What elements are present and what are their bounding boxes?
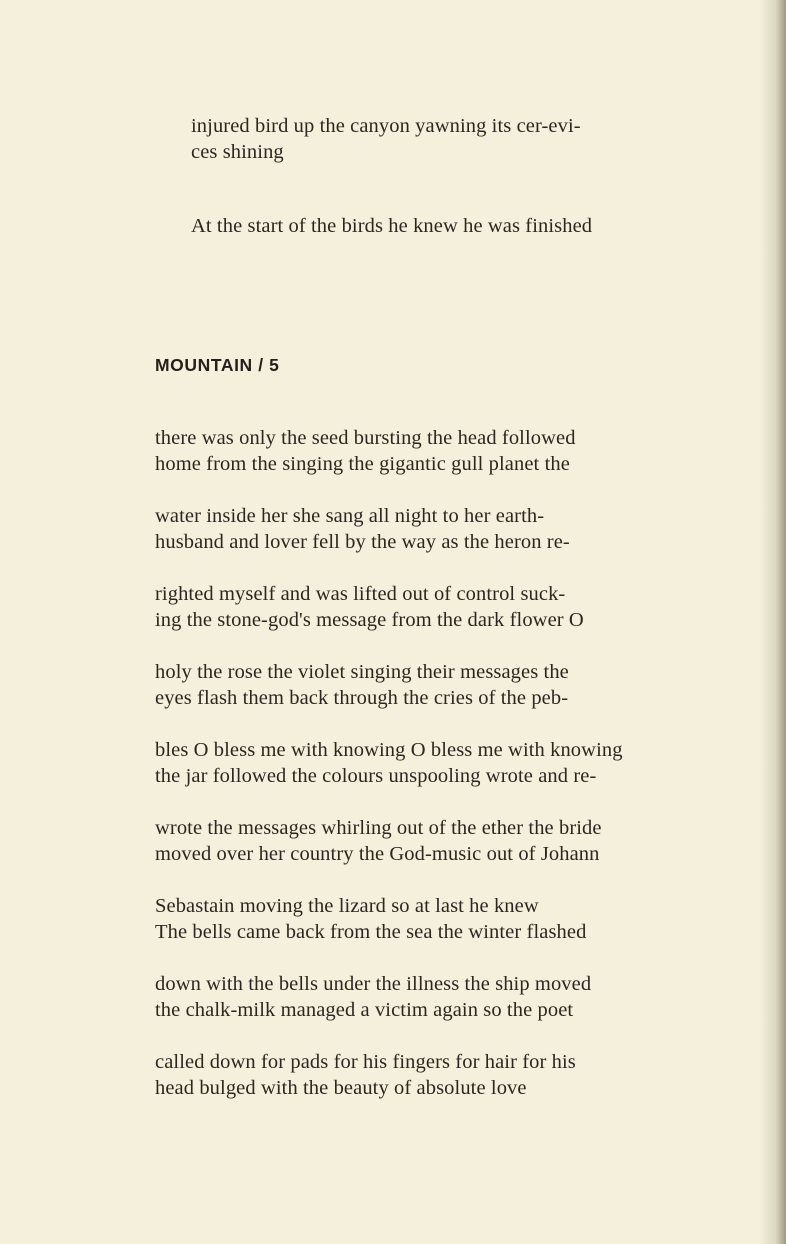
poem-line: home from the singing the gigantic gull planet the bbox=[155, 453, 570, 475]
poem-line: called down for pads for his fingers for hair for his bbox=[155, 1051, 576, 1073]
poem-line: the chalk-milk managed a victim again so the poet bbox=[155, 999, 574, 1021]
poem-line: injured bird up the canyon yawning its cer-evi- bbox=[191, 115, 581, 137]
poem-line: head bulged with the beauty of absolute love bbox=[155, 1077, 527, 1099]
poem-line: water inside her she sang all night to her earth- bbox=[155, 505, 545, 527]
poem-line: moved over her country the God-music out of Johann bbox=[155, 843, 600, 865]
poem-line: wrote the messages whirling out of the ether the bride bbox=[155, 817, 602, 839]
poem-line: down with the bells under the illness the ship moved bbox=[155, 973, 592, 995]
poem-line: ces shining bbox=[191, 141, 284, 163]
poem-line: At the start of the birds he knew he was finished bbox=[191, 215, 593, 237]
poem-line: ing the stone-god's message from the dark flower O bbox=[155, 609, 584, 631]
poem-line: there was only the seed bursting the head followed bbox=[155, 427, 576, 449]
poem-line: eyes flash them back through the cries of the peb- bbox=[155, 687, 569, 709]
section-heading: MOUNTAIN / 5 bbox=[155, 355, 280, 375]
poem-line: holy the rose the violet singing their messages the bbox=[155, 661, 569, 683]
poem-line: Sebastain moving the lizard so at last he knew bbox=[155, 895, 539, 917]
poem-line: the jar followed the colours unspooling wrote and re- bbox=[155, 765, 597, 787]
page-binding-shadow bbox=[760, 0, 786, 1244]
poem-line: The bells came back from the sea the winter flashed bbox=[155, 921, 587, 943]
poem-line: husband and lover fell by the way as the heron re- bbox=[155, 531, 570, 553]
poem-line: bles O bless me with knowing O bless me with knowing bbox=[155, 739, 623, 761]
poem-line: righted myself and was lifted out of control suck- bbox=[155, 583, 566, 605]
